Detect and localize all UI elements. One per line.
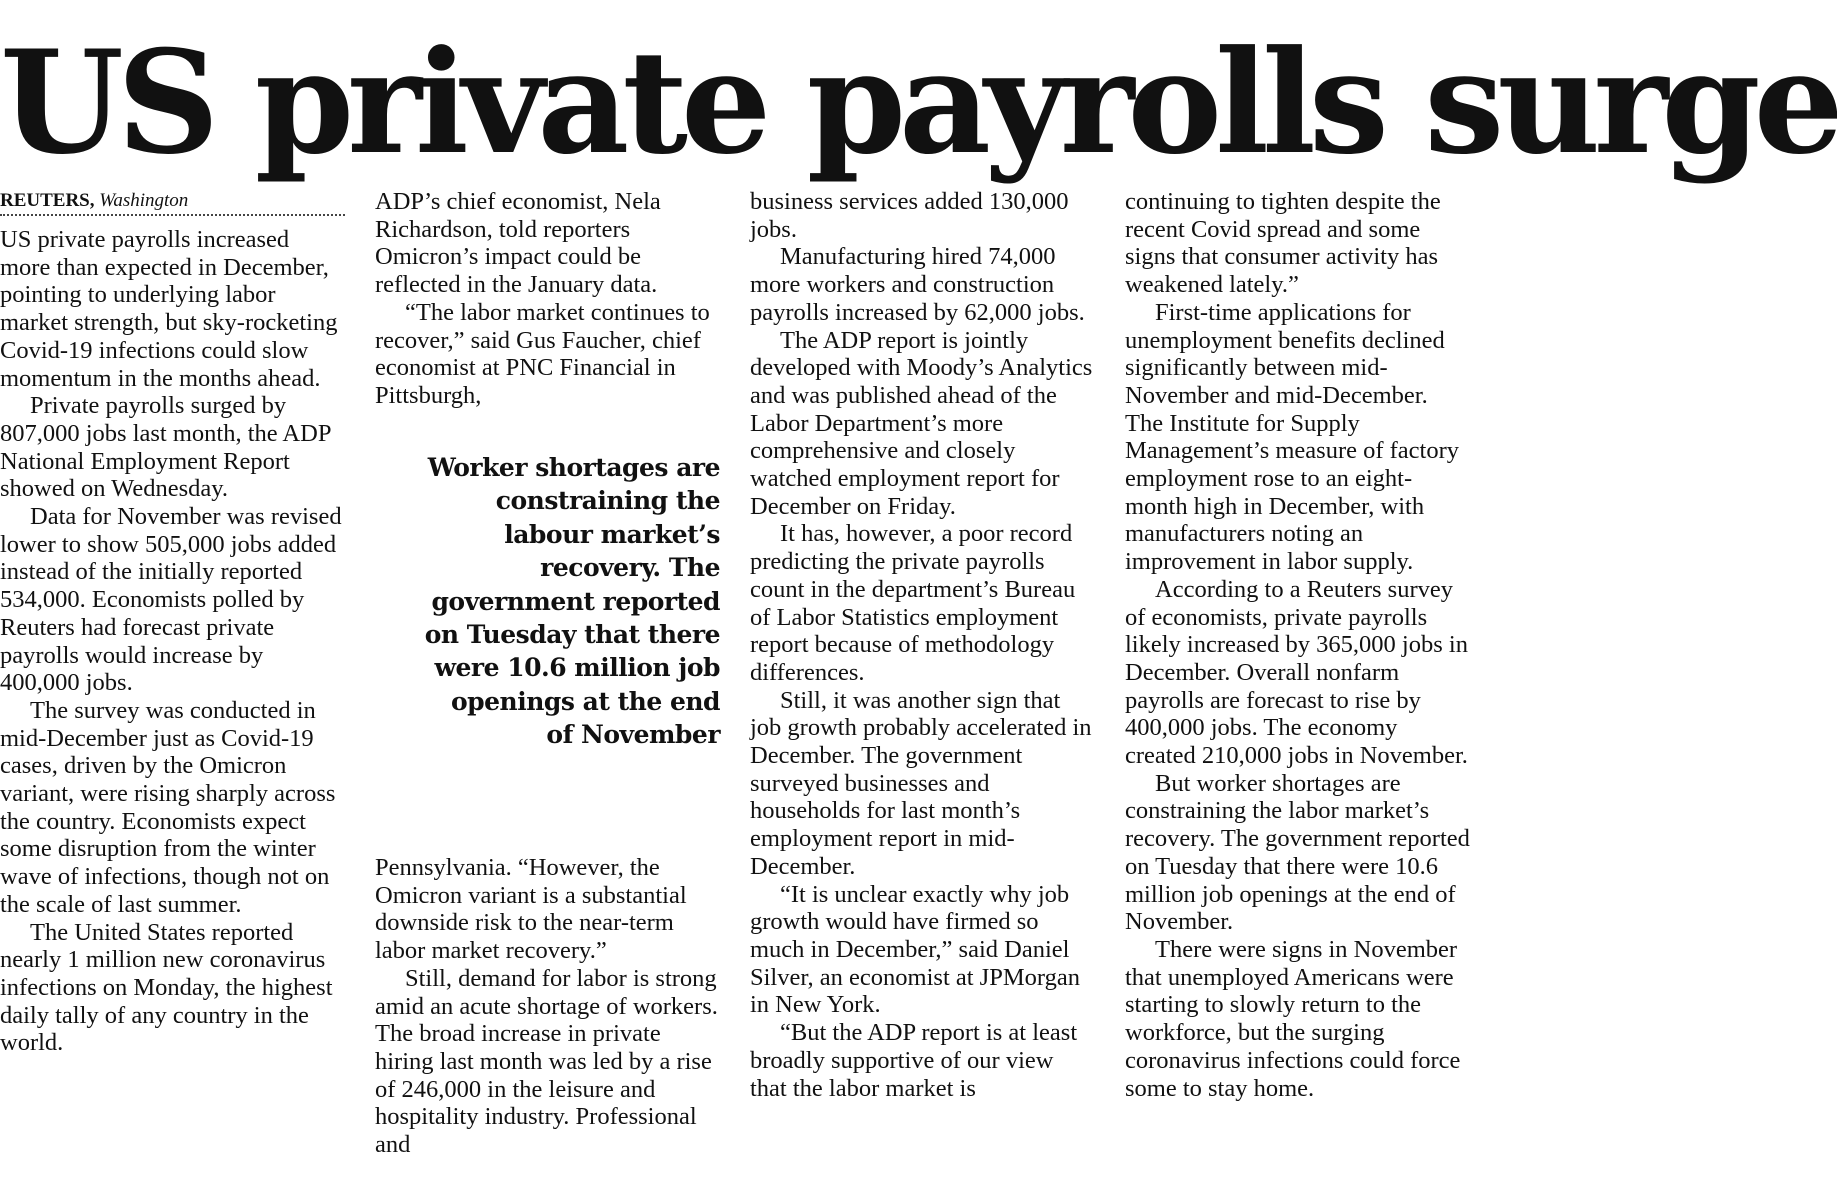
paragraph: Manufacturing hired 74,000 more workers and construction payrolls increased by 62,000 jobs. [750,243,1085,326]
article-column-4 [1125,188,1470,1102]
article-column-1 [0,188,345,1057]
paragraph: US private payrolls increased more than expected in December, pointing to underlying labor market strength, but sky-rocketing Covid-19 infections could slow momentum in the months ahead. [0,226,338,392]
paragraph: According to a Reuters survey of economists, private payrolls likely increased by 365,000 jobs in December. Overall nonfarm payrolls are forecast to rise by 400,000 jobs. The economy created 210,000 jobs in November. [1125,575,1468,770]
paragraph: The United States reported nearly 1 million new coronavirus infections on Monday, the highest daily tally of any country in the world. [0,918,333,1057]
paragraph: The survey was conducted in mid-December just as Covid-19 cases, driven by the Omicron variant, were rising sharply across the country. Economists expect some disruption from the winter wave of infections, though not on the scale of last summer. [0,696,336,918]
paragraph: Still, it was another sign that job growth probably accelerated in December. The government surveyed businesses and households for last month’s employment report in mid-December. [750,686,1092,880]
paragraph: Still, demand for labor is strong amid an acute shortage of workers. The broad increase in private hiring last month was led by a rise of 246,000 in the leisure and hospitality industry. Professional and [375,964,718,1159]
paragraph: “The labor market continues to recover,” said Gus Faucher, chief economist at PNC Financial in Pittsburgh, [375,298,710,409]
byline-agency: REUTERS, [0,190,95,211]
headline: US private payrolls surge [0,20,1837,186]
paragraph: But worker shortages are constraining the labor market’s recovery. The government reported on Tuesday that there were 10.6 million job openings at the end of November. [1125,769,1470,936]
paragraph: First-time applications for unemployment benefits declined significantly between mid-November and mid-December. The Institute for Supply Management’s measure of factory employment rose to an eight-month high in December, with manufacturers noting an improvement in labor supply. [1125,298,1460,576]
byline-divider [0,214,345,216]
paragraph: Pennsylvania. “However, the Omicron variant is a substantial downside risk to the near-term labor market recovery.” [375,854,687,965]
paragraph: “It is unclear exactly why job growth would have firmed so much in December,” said Daniel Silver, an economist at JPMorgan in New York. [750,880,1080,1019]
paragraph: “But the ADP report is at least broadly supportive of our view that the labor market is [750,1019,1078,1102]
byline [0,188,345,214]
paragraph: There were signs in November that unemployed Americans were starting to slowly return to the workforce, but the surging coronavirus infections could force some to stay home. [1125,935,1461,1102]
paragraph: Data for November was revised lower to show 505,000 jobs added instead of the initially reported 534,000. Economists polled by Reuters had forecast private payrolls would increase by 400,000 jobs. [0,503,342,697]
paragraph: Private payrolls surged by 807,000 jobs last month, the ADP National Employment Report showed on Wednesday. [0,392,331,503]
paragraph: business services added 130,000 jobs. [750,188,1069,243]
paragraph: It has, however, a poor record predicting the private payrolls count in the department’s Bureau of Labor Statistics employment report because of methodology differences. [750,520,1076,686]
byline-place: Washington [99,190,189,211]
article-column-2 [375,188,720,410]
article-column-3 [750,188,1095,1102]
pull-quote: Worker shortages are constraining the labour market’s recovery. The government reported on Tuesday that there were 10.6 million job openings at the end of November [424,453,720,750]
article-column-2-continued [375,854,720,1159]
paragraph: ADP’s chief economist, Nela Richardson, told reporters Omicron’s impact could be reflected in the January data. [375,188,661,299]
paragraph: The ADP report is jointly developed with Moody’s Analytics and was published ahead of the Labor Department’s more comprehensive and closely watched employment report for December on Friday. [750,326,1093,520]
paragraph: continuing to tighten despite the recent Covid spread and some signs that consumer activity has weakened lately.” [1125,188,1441,299]
